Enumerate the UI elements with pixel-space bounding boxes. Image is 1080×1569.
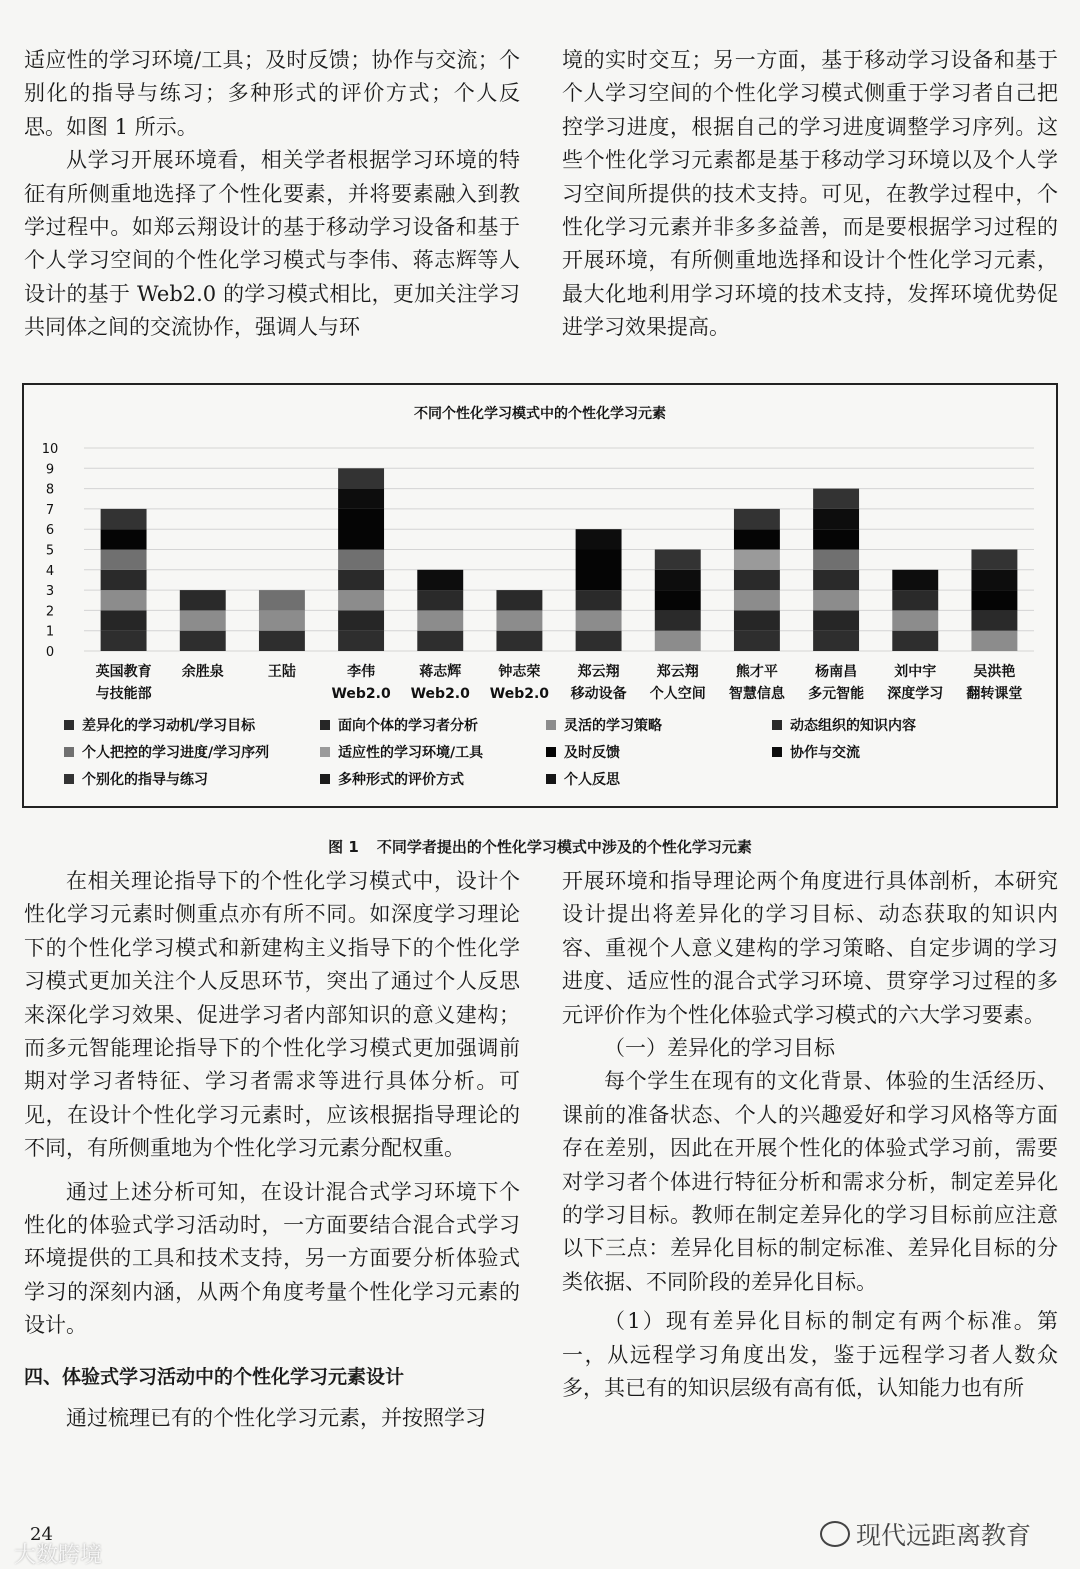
bar-segment [734,631,780,651]
y-tick-label: 1 [45,624,55,640]
bar-segment [496,631,542,651]
x-category-label: 英国教育 [95,664,152,680]
legend-label: 适应性的学习环境/工具 [338,745,484,761]
figure-caption-text: 不同学者提出的个性化学习模式中涉及的个性化学习元素 [376,838,752,856]
bar-segment [496,590,542,610]
bar-segment [813,529,859,549]
bar-segment [101,550,147,570]
bar-segment [971,590,1017,610]
bar-segment [338,590,384,610]
legend-label: 差异化的学习动机/学习目标 [82,718,256,734]
bar-segment [496,610,542,630]
x-category-label: 熊才平 [735,664,778,680]
bar-segment [734,509,780,529]
x-category-label: Web2.0 [410,686,470,702]
bar-segment [101,509,147,529]
left-column-bottom [24,865,520,1436]
watermark-logo: 大数跨境 [14,1543,103,1568]
legend-swatch [546,747,556,757]
bar-segment [971,570,1017,590]
x-category-label: 个人空间 [649,686,706,702]
x-category-label: 多元智能 [808,686,865,702]
bar-segment [417,610,463,630]
paragraph: 通过梳理已有的个性化学习元素，并按照学习 [66,1406,486,1431]
y-tick-label: 5 [45,543,55,559]
legend-swatch [320,747,330,757]
x-category-label: 王陆 [267,664,296,680]
legend-swatch [320,774,330,784]
bar-segment [338,550,384,570]
bar-segment [813,631,859,651]
x-category-label: 翻转课堂 [966,686,1023,702]
bar-segment [734,529,780,549]
section-heading: 四、体验式学习活动中的个性化学习元素设计 [24,1365,405,1388]
page-number: 24 [30,1524,53,1545]
legend-label: 灵活的学习策略 [564,718,662,734]
bar-segment [971,610,1017,630]
bar-segment [813,570,859,590]
bar-segment [655,570,701,590]
bar-segment [734,590,780,610]
paragraph: 在相关理论指导下的个性化学习模式中，设计个性化学习元素时侧重点亦有所不同。如深度学习理论下的个性化学习模式和新建构主义指导下的个性化学习模式更加关注个人反思环节，突出了通过个人反思来深化学习效果、促进学习者内部知识的意义建构；而多元智能理论指导下的个性化学习模式更加强调前期对学习者特征、学习者需求等进行具体分析。可见，在设计个性化学习元素时，应该根据指导理论的不同，有所侧重地为个性化学习元素分配权重。 [24,869,520,1161]
y-tick-label: 10 [41,442,59,457]
legend-swatch [546,774,556,784]
legend-swatch [772,747,782,757]
figure-1 [22,383,1058,808]
bar-segment [417,590,463,610]
legend-label: 个人反思 [564,772,620,788]
x-category-label: 移动设备 [570,686,627,702]
paragraph: 通过上述分析可知，在设计混合式学习环境下个性化的体验式学习活动时，一方面要结合混合式学习环境提供的工具和技术支持，另一方面要分析体验式学习的深刻内涵，从两个角度考量个性化学习元素的设计。 [24,1179,520,1338]
bar-segment [655,631,701,651]
bar-segment [892,631,938,651]
bar-segment [971,550,1017,570]
x-category-label: 余胜泉 [181,664,224,680]
bar-segment [813,610,859,630]
y-tick-label: 8 [45,482,55,498]
bar-segment [971,631,1017,651]
y-tick-label: 7 [45,502,55,518]
legend-swatch [772,720,782,730]
left-column-top [24,44,520,345]
bar-segment [338,489,384,509]
x-category-label: Web2.0 [489,686,550,702]
legend-swatch [64,720,74,730]
x-category-label: 深度学习 [887,686,944,702]
x-category-label: 与技能部 [95,686,152,702]
bar-segment [101,631,147,651]
y-tick-label: 4 [45,563,55,579]
paragraph: 开展环境和指导理论两个角度进行具体剖析，本研究设计提出将差异化的学习目标、动态获取的知识内容、重视个人意义建构的学习策略、自定步调的学习进度、适应性的混合式学习环境、贯穿学习过程的多元评价作为个性化体验式学习模式的六大学习要素。 [562,869,1058,1027]
x-category-label: 郑云翔 [577,664,620,680]
stacked-bar-chart [24,385,1056,806]
bar-segment [813,550,859,570]
x-category-label: 杨南昌 [815,664,858,680]
legend-label: 动态组织的知识内容 [790,718,916,734]
figure-number: 图 1 [328,838,359,856]
paragraph: 每个学生在现有的文化背景、体验的生活经历、课前的准备状态、个人的兴趣爱好和学习风格等方面存在差别，因此在开展个性化的体验式学习前，需要对学习者个体进行特征分析和需求分析，制定差异化的学习目标。教师在制定差异化的学习目标前应注意以下三点：差异化目标的制定标准、差异化目标的分类依据、不同阶段的差异化目标。 [562,1069,1058,1294]
bar-segment [259,631,305,651]
bar-segment [734,610,780,630]
bar-segment [576,590,622,610]
bar-segment [813,590,859,610]
paragraph: （1）现有差异化目标的制定有两个标准。第一，从远程学习角度出发，鉴于远程学习者人数众多，其已有的知识层级有高有低，认知能力也有所 [562,1309,1058,1401]
x-category-label: 郑云翔 [656,664,699,680]
paragraph: 境的实时交互；另一方面，基于移动学习设备和基于个人学习空间的个性化学习模式侧重于学习者自己把控学习进度，根据自己的学习进度调整学习序列。这些个性化学习元素都是基于移动学习环境以及个人学习空间所提供的技术支持。可见，在教学过程中，个性化学习元素并非多多益善，而是要根据学习过程的开展环境，有所侧重地选择和设计个性化学习元素，最大化地利用学习环境的技术支持，发挥环境优势促进学习效果提高。 [562,48,1058,340]
y-tick-label: 9 [45,462,55,478]
legend-label: 多种形式的评价方式 [338,772,464,788]
legend-label: 个别化的指导与练习 [82,772,208,788]
bar-segment [576,550,622,591]
y-tick-label: 3 [45,584,55,600]
y-tick-label: 0 [45,645,55,660]
legend-label: 协作与交流 [790,745,860,761]
wechat-icon [820,1521,850,1547]
bar-segment [338,610,384,630]
legend-swatch [320,720,330,730]
right-column-bottom [562,865,1058,1406]
subsection-heading: （一）差异化的学习目标 [604,1036,835,1061]
right-column-top [562,44,1058,345]
watermark-account-name: 现代远距离教育 [856,1521,1032,1550]
bar-segment [892,570,938,590]
x-category-label: Web2.0 [331,686,391,702]
legend-label: 面向个体的学习者分析 [338,718,478,734]
bar-segment [655,550,701,570]
bar-segment [338,570,384,590]
y-tick-label: 6 [45,523,55,539]
figure-caption [0,836,1080,857]
x-category-label: 钟志荣 [498,664,541,680]
legend-swatch [546,720,556,730]
bar-segment [180,590,226,610]
watermark-account [820,1516,1031,1552]
bar-segment [338,468,384,488]
bar-segment [101,529,147,549]
bar-segment [655,590,701,610]
legend-swatch [64,774,74,784]
bar-segment [576,631,622,651]
bar-segment [892,590,938,610]
legend-swatch [64,747,74,757]
x-category-label: 吴洪艳 [973,664,1016,680]
legend-label: 个人把控的学习进度/学习序列 [82,745,270,761]
bar-segment [338,631,384,651]
bar-segment [655,610,701,630]
bar-segment [576,529,622,549]
bar-segment [734,570,780,590]
x-category-label: 刘中宇 [894,664,937,680]
x-category-label: 智慧信息 [728,686,785,702]
paragraph: 从学习开展环境看，相关学者根据学习环境的特征有所侧重地选择了个性化要素，并将要素融入到教学过程中。如郑云翔设计的基于移动学习设备和基于个人学习空间的个性化学习模式与李伟、蒋志辉等人设计的基于 Web2.0 的学习模式相比，更加关注学习共同体之间的交流协作，强调人与环 [24,148,520,340]
bar-segment [101,610,147,630]
bar-segment [259,590,305,610]
bar-segment [892,610,938,630]
bar-segment [180,610,226,630]
y-tick-label: 2 [45,604,55,620]
paragraph: 适应性的学习环境/工具；及时反馈；协作与交流；个别化的指导与练习；多种形式的评价方式；个人反思。如图 1 所示。 [24,48,520,139]
bar-segment [417,570,463,590]
bar-segment [180,631,226,651]
bar-segment [734,550,780,570]
bar-segment [101,590,147,610]
bar-segment [813,489,859,509]
bar-segment [101,570,147,590]
bar-segment [813,509,859,529]
x-category-label: 蒋志辉 [419,664,462,680]
bar-segment [576,610,622,630]
x-category-label: 李伟 [347,664,376,680]
chart-title: 不同个性化学习模式中的个性化学习元素 [414,406,666,422]
bar-segment [417,631,463,651]
legend-label: 及时反馈 [564,745,620,761]
bar-segment [338,509,384,550]
bar-segment [259,610,305,630]
